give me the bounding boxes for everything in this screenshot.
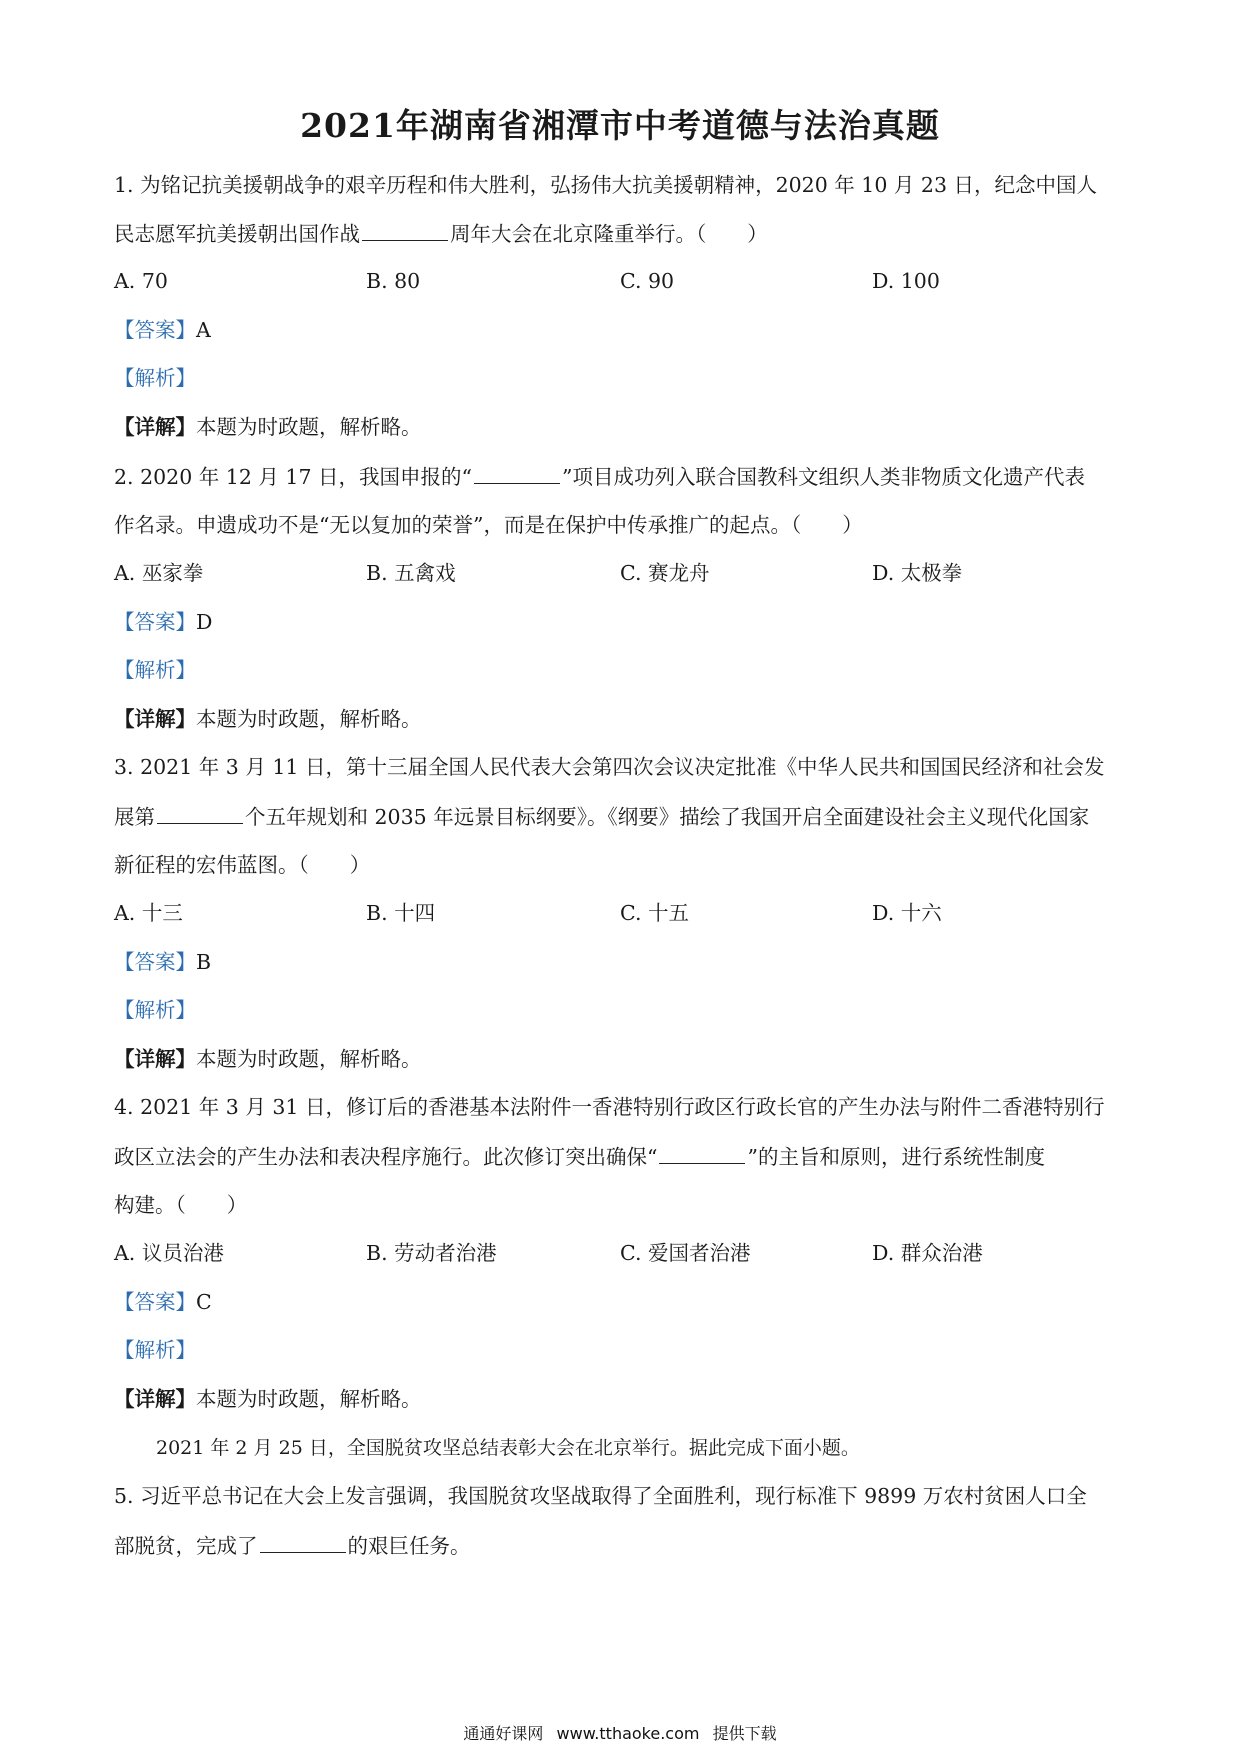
q1-detail (114, 412, 422, 442)
q2-line1 (114, 461, 1126, 491)
detail-label: 【详解】 (114, 1387, 196, 1411)
footer-note: 提供下载 (712, 1724, 777, 1743)
detail-label: 【详解】 (114, 415, 196, 439)
q3-option-a: A. 十三 (114, 901, 183, 925)
q4-option-d: D. 群众治港 (872, 1241, 983, 1265)
q2-option-b: B. 五禽戏 (366, 561, 456, 585)
q1-text-post: 周年大会在北京隆重举行。（ ） (450, 222, 768, 246)
analysis-label: 【解析】 (114, 1338, 196, 1362)
q3-detail (114, 1044, 422, 1074)
q2-detail (114, 704, 422, 734)
q1-analysis (114, 363, 196, 393)
answer-value: B (196, 950, 212, 974)
q1-line2 (114, 218, 1126, 248)
q3-analysis (114, 995, 196, 1025)
q1-option-a: A. 70 (114, 269, 168, 293)
q1-line1: 1. 为铭记抗美援朝战争的艰辛历程和伟大胜利，弘扬伟大抗美援朝精神，2020 年 10 月 23 日，纪念中国人 (114, 173, 1097, 197)
q2-option-d: D. 太极拳 (872, 561, 963, 585)
q3-line1: 3. 2021 年 3 月 11 日，第十三届全国人民代表大会第四次会议决定批准《中华人民共和国国民经济和社会发 (114, 755, 1105, 779)
q4-option-b: B. 劳动者治港 (366, 1241, 497, 1265)
q4-line2 (114, 1141, 1126, 1171)
q1-answer (114, 315, 211, 345)
q1-blank (362, 218, 448, 241)
q4-analysis (114, 1335, 196, 1365)
q2-option-a: A. 巫家拳 (114, 561, 204, 585)
q2-blank (474, 461, 560, 484)
q3-text-pre: 展第 (114, 805, 155, 829)
q1-option-d: D. 100 (872, 269, 940, 293)
q3-option-c: C. 十五 (620, 901, 689, 925)
q3-answer (114, 947, 211, 977)
answer-label: 【答案】 (114, 950, 196, 974)
footer-site-name: 通通好课网 (463, 1724, 544, 1743)
q4-answer (114, 1287, 212, 1317)
q5-blank (260, 1530, 346, 1553)
q5-line1: 5. 习近平总书记在大会上发言强调，我国脱贫攻坚战取得了全面胜利，现行标准下 9899 万农村贫困人口全 (114, 1484, 1087, 1508)
page-title: 2021年湖南省湘潭市中考道德与法治真题 (300, 106, 940, 145)
answer-value: A (196, 318, 211, 342)
answer-label: 【答案】 (114, 1290, 196, 1314)
answer-label: 【答案】 (114, 318, 196, 342)
q2-line2: 作名录。申遗成功不是“无以复加的荣誉”，而是在保护中传承推广的起点。（ ） (114, 513, 863, 537)
q3-blank (157, 801, 243, 824)
q2-answer (114, 607, 212, 637)
q4-option-a: A. 议员治港 (114, 1241, 224, 1265)
q1-option-c: C. 90 (620, 269, 675, 293)
q4-text-pre: 政区立法会的产生办法和表决程序施行。此次修订突出确保“ (114, 1145, 658, 1169)
q4-line3: 构建。（ ） (114, 1193, 248, 1217)
page-footer (0, 1721, 1240, 1744)
answer-label: 【答案】 (114, 610, 196, 634)
q3-line2 (114, 801, 1126, 831)
detail-label: 【详解】 (114, 707, 196, 731)
q4-text-post: ”的主旨和原则，进行系统性制度 (747, 1145, 1045, 1169)
q4-detail (114, 1384, 422, 1414)
group-intro: 2021 年 2 月 25 日，全国脱贫攻坚总结表彰大会在北京举行。据此完成下面小题。 (156, 1437, 860, 1459)
q2-text-post: ”项目成功列入联合国教科文组织人类非物质文化遗产代表 (561, 465, 1085, 489)
q1-text-pre: 民志愿军抗美援朝出国作战 (114, 222, 360, 246)
detail-label: 【详解】 (114, 1047, 196, 1071)
footer-url[interactable]: www.tthaoke.com (556, 1724, 700, 1743)
q3-option-d: D. 十六 (872, 901, 942, 925)
q4-option-c: C. 爱国者治港 (620, 1241, 751, 1265)
detail-text: 本题为时政题，解析略。 (196, 1387, 422, 1411)
q2-text-pre: 2. 2020 年 12 月 17 日，我国申报的“ (114, 465, 472, 489)
analysis-label: 【解析】 (114, 658, 196, 682)
analysis-label: 【解析】 (114, 998, 196, 1022)
detail-text: 本题为时政题，解析略。 (196, 1047, 422, 1071)
q3-option-b: B. 十四 (366, 901, 436, 925)
q2-option-c: C. 赛龙舟 (620, 561, 710, 585)
q4-blank (659, 1141, 745, 1164)
answer-value: D (196, 610, 213, 634)
q5-text-pre: 部脱贫，完成了 (114, 1534, 258, 1558)
detail-text: 本题为时政题，解析略。 (196, 415, 422, 439)
answer-value: C (196, 1290, 212, 1314)
q1-option-b: B. 80 (366, 269, 421, 293)
detail-text: 本题为时政题，解析略。 (196, 707, 422, 731)
q2-analysis (114, 655, 196, 685)
q5-line2 (114, 1530, 1126, 1560)
q3-text-post: 个五年规划和 2035 年远景目标纲要》。《纲要》描绘了我国开启全面建设社会主义现代化国家 (245, 805, 1090, 829)
analysis-label: 【解析】 (114, 366, 196, 390)
q5-text-post: 的艰巨任务。 (347, 1534, 471, 1558)
q4-line1: 4. 2021 年 3 月 31 日，修订后的香港基本法附件一香港特别行政区行政长官的产生办法与附件二香港特别行 (114, 1095, 1105, 1119)
q3-line3: 新征程的宏伟蓝图。（ ） (114, 853, 371, 877)
